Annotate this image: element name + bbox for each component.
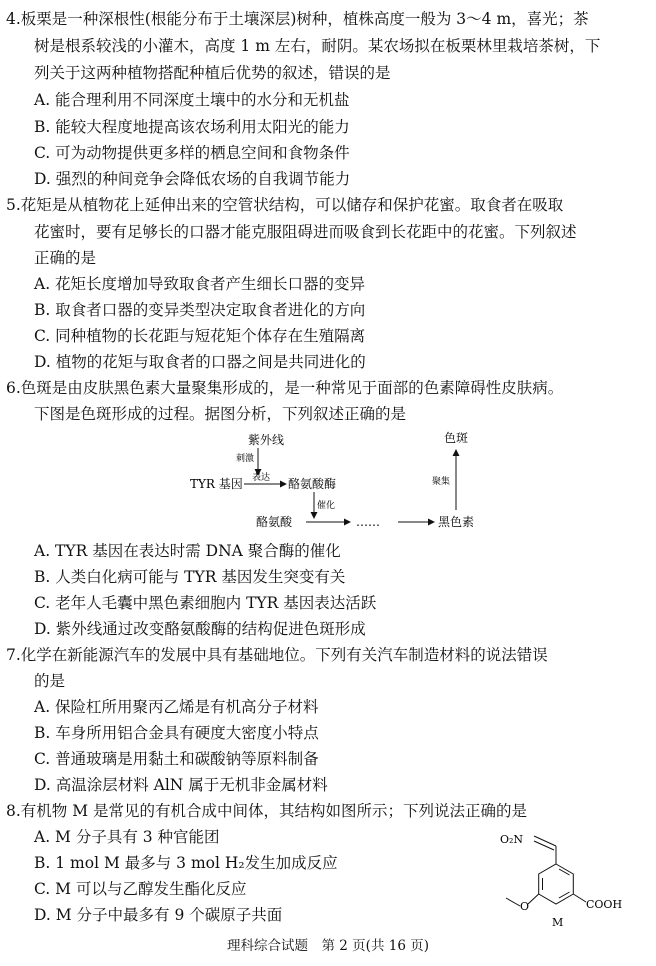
methoxy-bond-2	[506, 898, 520, 906]
diagram-dots: ……	[356, 515, 380, 529]
q8-option-c: C. M 可以与乙醇发生酯化反应	[34, 880, 247, 898]
q5-option-d: D. 植物的花矩与取食者的口器之间是共同进化的	[34, 353, 366, 371]
nitro-group-label: O₂N	[500, 833, 524, 846]
q6-option-a: A. TYR 基因在表达时需 DNA 聚合酶的催化	[34, 542, 341, 560]
diagram-express-label: 表达	[252, 473, 271, 483]
ring-double-bond-1	[559, 869, 570, 875]
q4-stem-line-3: 列关于这两种植物搭配种植后优势的叙述，错误的是	[34, 64, 391, 82]
q7-option-a: A. 保险杠所用聚丙乙烯是有机高分子材料	[34, 698, 319, 716]
q8-stem-line-1: 8.有机物 M 是常见的有机合成中间体，其结构如图所示；下列说法正确的是	[6, 802, 528, 820]
q6-option-b: B. 人类白化病可能与 TYR 基因发生突变有关	[34, 568, 346, 586]
diagram-gene-label: TYR 基因	[190, 477, 243, 491]
methoxy-bond-1	[528, 894, 539, 904]
q5-option-b: B. 取食者口器的变异类型决定取食者进化的方向	[34, 301, 366, 319]
q7-option-b: B. 车身所用铝合金具有硬度大密度小特点	[34, 724, 319, 742]
q6-stem-line-1: 6.色斑是由皮肤黑色素大量聚集形成的，是一种常见于面部的色素障碍性皮肤病。	[6, 379, 564, 397]
q4-option-b: B. 能较大程度地提高该农场利用太阳光的能力	[34, 118, 350, 136]
q7-stem-line-2: 的是	[34, 672, 66, 690]
diagram-stimulate-label: 刺激	[236, 454, 255, 464]
q4-stem-line-1: 4.板栗是一种深根性(根能分布于土壤深层)树种，植株高度一般为 3～4 m，喜光；茶	[6, 10, 589, 28]
q5-option-a: A. 花矩长度增加导致取食者产生细长口器的变异	[34, 275, 366, 293]
diagram-enzyme-label: 酪氨酸酶	[288, 477, 337, 491]
molecule-label: M	[552, 916, 564, 929]
carboxyl-group-label: COOH	[586, 898, 623, 911]
q7-option-d: D. 高温涂层材料 AlN 属于无机非金属材料	[34, 776, 328, 794]
diagram-substrate-label: 酪氨酸	[256, 515, 293, 529]
benzene-ring	[539, 864, 574, 904]
q4-stem-line-2: 树是根系较浅的小灌木，高度 1 m 左右，耐阴。某农场拟在板栗林里栽培茶树，下	[34, 37, 601, 55]
q6-option-c: C. 老年人毛囊中黑色素细胞内 TYR 基因表达活跃	[34, 594, 377, 612]
q8-option-b: B. 1 mol M 最多与 3 mol H₂发生加成反应	[34, 854, 338, 872]
q4-option-d: D. 强烈的种间竞争会降低农场的自我调节能力	[34, 170, 351, 188]
q5-stem-line-2: 花蜜时，要有足够长的口器才能克服阻碍进而吸食到长花距中的花蜜。下列叙述	[34, 223, 577, 241]
q5-stem-line-3: 正确的是	[34, 249, 97, 267]
q8-option-d: D. M 分子中最多有 9 个碳原子共面	[34, 906, 283, 924]
page-footer: 理科综合试题 第 2 页(共 16 页)	[227, 938, 429, 954]
molecule-m-structure	[494, 826, 640, 932]
vinyl-double-bond-b	[534, 841, 554, 850]
q8-option-a: A. M 分子具有 3 种官能团	[34, 828, 220, 846]
q4-option-c: C. 可为动物提供更多样的栖息空间和食物条件	[34, 144, 350, 162]
q7-option-c: C. 普通玻璃是用黏土和碳酸钠等原料制备	[34, 750, 319, 768]
diagram-catalyze-label: 催化	[317, 501, 336, 511]
q6-stem-line-2: 下图是色斑形成的过程。据图分析，下列叙述正确的是	[34, 405, 407, 423]
q4-option-a: A. 能合理利用不同深度土壤中的水分和无机盐	[34, 91, 350, 109]
q7-stem-line-1: 7.化学在新能源汽车的发展中具有基础地位。下列有关汽车制造材料的说法错误	[6, 646, 548, 664]
melanin-pathway-diagram	[186, 428, 496, 538]
diagram-spot-label: 色斑	[444, 431, 469, 445]
diagram-gather-label: 聚集	[432, 477, 451, 487]
diagram-uv-label: 紫外线	[248, 433, 285, 447]
q5-option-c: C. 同种植物的长花距与短花矩个体存在生殖隔离	[34, 327, 366, 345]
q5-stem-line-1: 5.花矩是从植物花上延伸出来的空管状结构，可以储存和保护花蜜。取食者在吸取	[6, 196, 564, 214]
carboxyl-bond	[573, 894, 586, 902]
diagram-melanin-label: 黑色素	[438, 515, 475, 529]
q6-option-d: D. 紫外线通过改变酪氨酸酶的结构促进色斑形成	[34, 620, 366, 638]
vinyl-double-bond-a	[534, 836, 556, 846]
methoxy-oxygen-icon: O	[520, 900, 530, 913]
